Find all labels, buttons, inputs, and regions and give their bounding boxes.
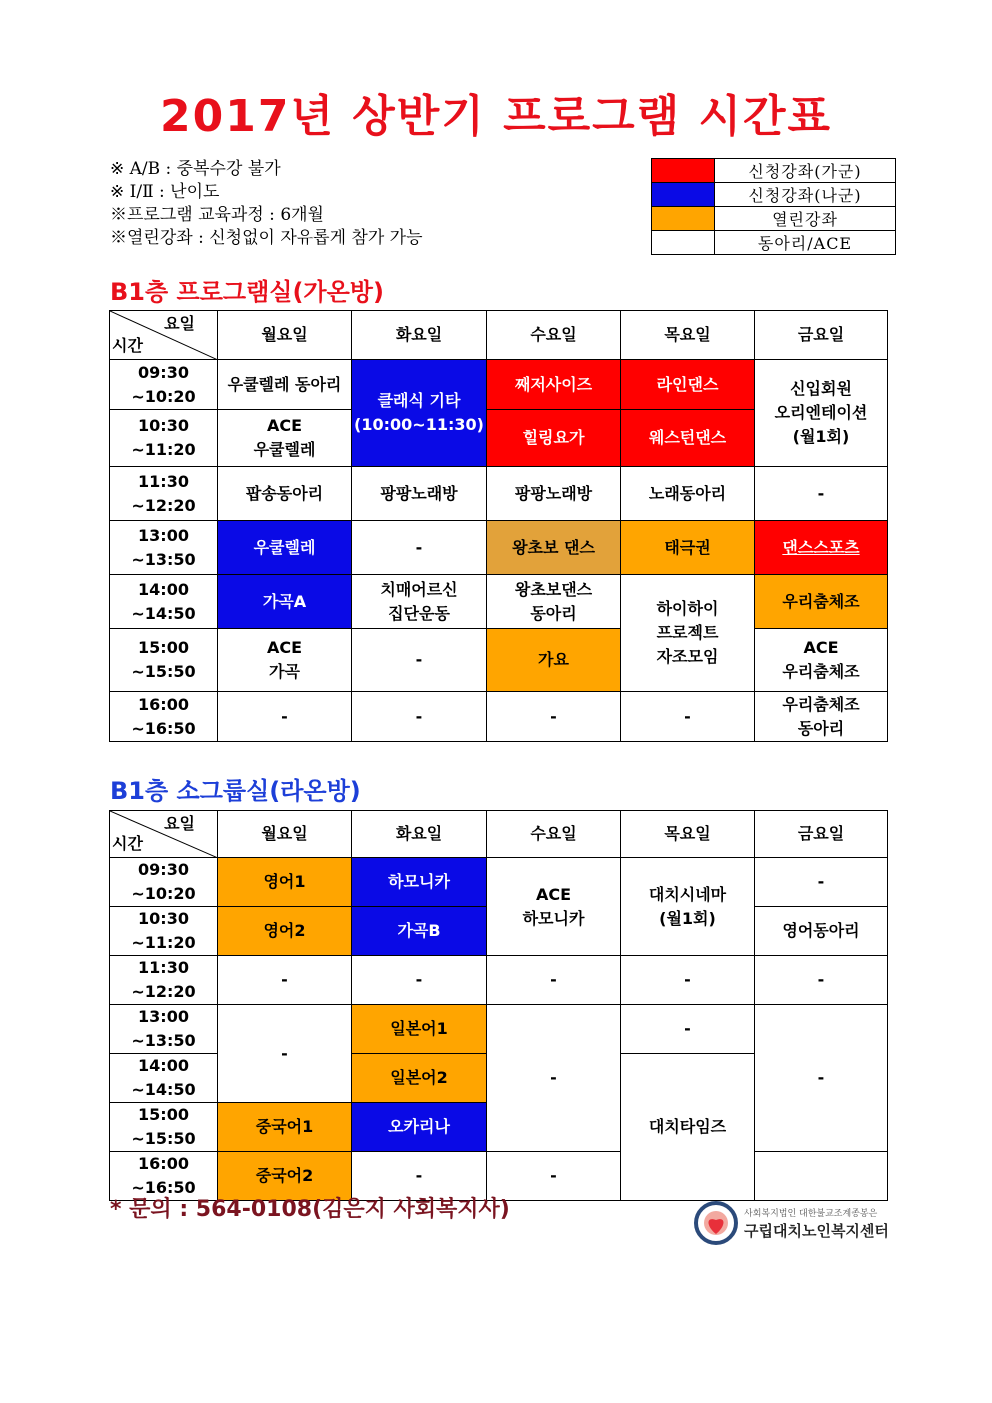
notes (110, 158, 423, 250)
legend-label: 동아리/ACE (715, 231, 896, 255)
time-end: ~16:50 (131, 718, 196, 738)
legend-swatch-white (652, 231, 715, 255)
note-course-length: ※프로그램 교육과정 : 6개월 (110, 205, 324, 225)
class-line: 치매어르신 (380, 579, 458, 599)
legend (651, 158, 896, 255)
time-cell (110, 360, 218, 410)
legend-label: 신청강좌(가군) (715, 159, 896, 183)
note-difficulty: ※ Ⅰ/Ⅱ : 난이도 (110, 182, 220, 202)
schedule-table-small-group-room (109, 810, 888, 1201)
class-line: 프로젝트 (656, 623, 719, 642)
class-cell: 팝송동아리 (218, 467, 352, 521)
class-cell: - (352, 1152, 487, 1201)
header-row (110, 811, 888, 858)
logo-emblem-icon (692, 1200, 740, 1246)
class-cell (755, 629, 888, 692)
class-cell: - (487, 1005, 621, 1152)
section-title-small-group-room: B1층 소그룹실(라온방) (110, 777, 361, 805)
class-cell: - (218, 1005, 352, 1103)
legend-label: 신청강좌(나군) (715, 183, 896, 207)
day-header-thu: 목요일 (621, 811, 755, 858)
class-line: 신입회원 (790, 379, 852, 398)
time-start: 16:00 (138, 694, 189, 714)
class-cell: 영어1 (218, 858, 352, 907)
class-cell: 영어2 (218, 907, 352, 956)
time-cell (110, 907, 218, 956)
class-line: (월1회) (659, 908, 716, 928)
time-start: 13:00 (138, 1007, 189, 1026)
class-cell: 라인댄스 (621, 360, 755, 410)
time-cell (110, 692, 218, 742)
table-row (110, 575, 888, 629)
legend-label: 열린강좌 (715, 207, 896, 231)
time-cell (110, 1103, 218, 1152)
class-cell: - (621, 956, 755, 1005)
time-cell (110, 575, 218, 629)
time-cell (110, 521, 218, 575)
class-line: 동아리 (797, 718, 845, 738)
class-cell: - (755, 467, 888, 521)
class-cell: 영어동아리 (755, 907, 888, 956)
class-line: 집단운동 (388, 603, 450, 623)
center-logo (692, 1200, 892, 1250)
class-line: 댄스스포츠 (782, 537, 860, 557)
class-cell: 대치타임즈 (621, 1054, 755, 1201)
class-cell (218, 410, 352, 467)
table-row (110, 858, 888, 907)
day-header-mon: 월요일 (218, 311, 352, 360)
class-cell: 팡팡노래방 (352, 467, 487, 521)
logo-org-subtitle: 사회복지법인 대한불교조계종봉은 (744, 1209, 878, 1219)
class-cell: 우쿨렐레 동아리 (218, 360, 352, 410)
time-end: ~13:50 (131, 549, 196, 569)
class-cell: - (218, 956, 352, 1005)
time-cell (110, 956, 218, 1005)
time-start: 11:30 (138, 471, 189, 491)
time-start: 13:00 (138, 525, 189, 545)
time-cell (110, 410, 218, 467)
time-start: 14:00 (138, 1056, 189, 1075)
class-cell (621, 575, 755, 692)
day-header-fri: 금요일 (755, 311, 888, 360)
time-cell (110, 629, 218, 692)
class-cell: - (487, 956, 621, 1005)
logo-org-name: 구립대치노인복지센터 (744, 1222, 889, 1240)
table-row (110, 360, 888, 410)
class-cell: - (487, 692, 621, 742)
class-cell: - (621, 1005, 755, 1054)
table-row (110, 1005, 888, 1054)
class-cell: 하모니카 (352, 858, 487, 907)
class-cell: - (755, 1005, 888, 1152)
class-line: ACE (535, 884, 572, 904)
class-cell: - (352, 956, 487, 1005)
class-line: 왕초보댄스 (514, 579, 593, 599)
class-cell: 팡팡노래방 (487, 467, 621, 521)
class-line: ACE (266, 416, 303, 435)
legend-swatch-blue (652, 183, 715, 207)
class-cell (755, 360, 888, 467)
class-line: (10:00~11:30) (354, 415, 484, 434)
time-end: ~14:50 (131, 1080, 196, 1099)
class-line: 클래식 기타 (377, 391, 461, 410)
class-line: ACE (266, 638, 303, 657)
class-cell: 태극권 (621, 521, 755, 575)
day-header-fri: 금요일 (755, 811, 888, 858)
class-cell: 왕초보 댄스 (487, 521, 621, 575)
legend-swatch-red (652, 159, 715, 183)
class-cell: - (352, 521, 487, 575)
class-cell (487, 858, 621, 956)
header-row (110, 311, 888, 360)
time-cell (110, 1054, 218, 1103)
time-start: 09:30 (138, 362, 189, 382)
class-cell: 중국어2 (218, 1152, 352, 1201)
class-cell: - (487, 1152, 621, 1201)
time-start: 10:30 (138, 909, 189, 928)
note-duplicate: ※ A/B : 중복수강 불가 (110, 159, 281, 179)
class-cell: 가곡B (352, 907, 487, 956)
time-end: ~15:50 (131, 1129, 196, 1148)
page-title: 2017년 상반기 프로그램 시간표 (160, 91, 832, 142)
class-cell (755, 1152, 888, 1201)
contact-footer: * 문의 : 564-0108(김은지 사회복지사) (110, 1197, 510, 1222)
time-end: ~11:20 (131, 440, 196, 459)
class-cell: 오카리나 (352, 1103, 487, 1152)
time-start: 15:00 (138, 1105, 189, 1124)
time-cell (110, 858, 218, 907)
class-line: 오리엔테이션 (774, 403, 868, 422)
class-line: 우리춤체조 (782, 694, 860, 714)
class-cell (487, 575, 621, 629)
class-line: 가곡 (269, 662, 300, 681)
note-open-course: ※열린강좌 : 신청없이 자유롭게 참가 가능 (110, 228, 423, 248)
table-row (110, 467, 888, 521)
corner-cell (110, 311, 218, 360)
class-line: 하이하이 (656, 599, 719, 618)
class-cell: 웨스턴댄스 (621, 410, 755, 467)
time-start: 11:30 (138, 958, 189, 977)
corner-day-label: 요일 (164, 814, 195, 833)
class-cell: 가곡A (218, 575, 352, 629)
class-cell: 노래동아리 (621, 467, 755, 521)
day-header-wed: 수요일 (487, 811, 621, 858)
class-line: (월1회) (792, 427, 850, 446)
day-header-tue: 화요일 (352, 811, 487, 858)
class-cell: 째저사이즈 (487, 360, 621, 410)
class-cell (621, 858, 755, 956)
class-cell (755, 521, 888, 575)
day-header-wed: 수요일 (487, 311, 621, 360)
class-cell: - (755, 956, 888, 1005)
corner-time-label: 시간 (112, 834, 143, 853)
day-header-thu: 목요일 (621, 311, 755, 360)
class-line: ACE (803, 638, 839, 657)
day-header-mon: 월요일 (218, 811, 352, 858)
class-cell (352, 360, 487, 467)
time-start: 09:30 (138, 860, 189, 879)
time-start: 16:00 (138, 1154, 189, 1173)
time-start: 14:00 (138, 579, 189, 599)
class-cell: - (621, 692, 755, 742)
class-cell: - (755, 858, 888, 907)
class-line: 하모니카 (522, 908, 585, 928)
class-line: 우쿨렐레 (253, 440, 316, 459)
class-cell: - (352, 692, 487, 742)
class-line: 동아리 (530, 603, 577, 623)
section-title-program-room: B1층 프로그램실(가온방) (110, 278, 384, 306)
time-end: ~10:20 (131, 884, 196, 903)
class-cell: 가요 (487, 629, 621, 692)
time-end: ~11:20 (131, 933, 196, 952)
class-line: 대치시네마 (648, 884, 727, 904)
class-cell: 우리춤체조 (755, 575, 888, 629)
table-row (110, 629, 888, 692)
time-end: ~15:50 (131, 662, 196, 681)
time-cell (110, 1005, 218, 1054)
day-header-tue: 화요일 (352, 311, 487, 360)
class-line: 자조모임 (656, 647, 719, 666)
time-end: ~10:20 (131, 386, 196, 406)
legend-row (652, 183, 896, 207)
class-cell: 우쿨렐레 (218, 521, 352, 575)
schedule-table-program-room (109, 310, 888, 742)
class-cell (755, 692, 888, 742)
legend-swatch-orange (652, 207, 715, 231)
time-end: ~14:50 (131, 603, 196, 623)
time-cell (110, 467, 218, 521)
corner-cell (110, 811, 218, 858)
class-line: 우리춤체조 (782, 662, 860, 681)
time-end: ~12:20 (131, 495, 196, 515)
time-start: 15:00 (138, 638, 189, 657)
class-cell (352, 575, 487, 629)
time-end: ~12:20 (131, 982, 196, 1001)
class-cell (218, 629, 352, 692)
class-cell: - (352, 629, 487, 692)
legend-row (652, 159, 896, 183)
class-cell: 일본어2 (352, 1054, 487, 1103)
class-cell: 힐링요가 (487, 410, 621, 467)
legend-row (652, 207, 896, 231)
time-end: ~16:50 (131, 1178, 196, 1197)
time-start: 10:30 (138, 416, 189, 435)
table-row (110, 956, 888, 1005)
table-row (110, 521, 888, 575)
legend-row (652, 231, 896, 255)
time-end: ~13:50 (131, 1031, 196, 1050)
class-cell: 중국어1 (218, 1103, 352, 1152)
table-row (110, 692, 888, 742)
class-cell: - (218, 692, 352, 742)
corner-day-label: 요일 (164, 314, 195, 333)
corner-time-label: 시간 (112, 336, 143, 355)
class-cell: 일본어1 (352, 1005, 487, 1054)
